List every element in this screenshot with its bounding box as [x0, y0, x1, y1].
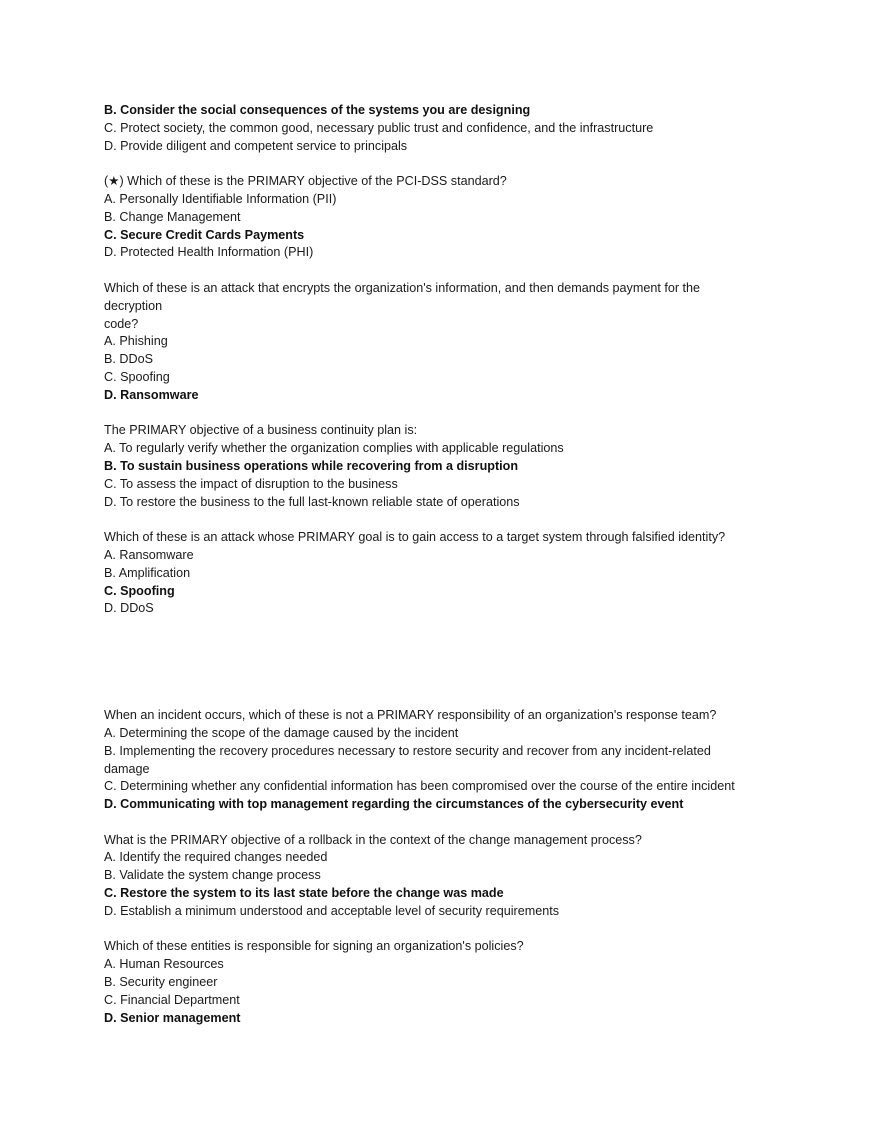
question-text: Which of these is an attack whose PRIMARY goal is to gain access to a target system through falsified identity? [104, 530, 726, 545]
answer-option: C. Determining whether any confidential information has been compromised over the course of the entire incident [104, 779, 735, 794]
answer-option: B. Security engineer [104, 975, 218, 990]
answer-correct: D. Senior management [104, 1010, 241, 1025]
answer-option: A. Ransomware [104, 547, 194, 562]
document-page [104, 102, 764, 1027]
answer-option: C. Protect society, the common good, necessary public trust and confidence, and the infrastructure [104, 120, 654, 135]
answer-option: B. Amplification [104, 565, 191, 580]
question-block-5 [104, 707, 764, 814]
answer-option: B. Implementing the recovery procedures necessary to restore security and recover from any incident-related [104, 743, 711, 758]
answer-option: A. Phishing [104, 334, 168, 349]
answer-option: D. Establish a minimum understood and acceptable level of security requirements [104, 903, 559, 918]
question-text: When an incident occurs, which of these is not a PRIMARY responsibility of an organization's response team? [104, 708, 717, 723]
spacer [104, 618, 764, 707]
answer-option: damage [104, 761, 150, 776]
spacer [104, 155, 764, 173]
answer-correct: C. Secure Credit Cards Payments [104, 227, 305, 242]
answer-option: D. DDoS [104, 601, 154, 616]
answer-option: C. To assess the impact of disruption to the business [104, 476, 398, 491]
answer-correct: D. Communicating with top management regarding the circumstances of the cybersecurity event [104, 797, 684, 812]
answer-option: B. Validate the system change process [104, 868, 321, 883]
spacer [104, 262, 764, 280]
answer-correct: B. Consider the social consequences of the systems you are designing [104, 103, 531, 117]
question-block-0 [104, 102, 764, 155]
answer-option: A. To regularly verify whether the organization complies with applicable regulations [104, 441, 564, 456]
question-text: What is the PRIMARY objective of a rollback in the context of the change management process? [104, 832, 642, 847]
question-text: Which of these entities is responsible for signing an organization's policies? [104, 939, 524, 954]
answer-option: A. Identify the required changes needed [104, 850, 328, 865]
question-block-4 [104, 529, 764, 618]
question-block-1 [104, 173, 764, 262]
question-text: The PRIMARY objective of a business continuity plan is: [104, 423, 418, 438]
answer-option: D. Protected Health Information (PHI) [104, 245, 314, 260]
answer-option: D. To restore the business to the full last-known reliable state of operations [104, 494, 520, 509]
answer-correct: C. Spoofing [104, 583, 175, 598]
spacer [104, 921, 764, 939]
answer-correct: B. To sustain business operations while recovering from a disruption [104, 458, 519, 473]
answer-option: C. Spoofing [104, 369, 170, 384]
spacer [104, 511, 764, 529]
question-block-6 [104, 832, 764, 921]
question-block-3 [104, 422, 764, 511]
answer-option: A. Determining the scope of the damage caused by the incident [104, 725, 459, 740]
question-block-2 [104, 280, 764, 405]
answer-option: A. Personally Identifiable Information (PII) [104, 191, 337, 206]
spacer [104, 814, 764, 832]
question-text: decryption [104, 298, 163, 313]
answer-option: B. DDoS [104, 352, 153, 367]
question-block-7 [104, 938, 764, 1027]
answer-correct: D. Ransomware [104, 387, 199, 402]
spacer [104, 405, 764, 423]
answer-correct: C. Restore the system to its last state before the change was made [104, 886, 504, 901]
question-text: code? [104, 316, 139, 331]
answer-option: C. Financial Department [104, 992, 240, 1007]
answer-option: A. Human Resources [104, 957, 224, 972]
answer-option: D. Provide diligent and competent service to principals [104, 138, 408, 153]
question-text: (★) Which of these is the PRIMARY objective of the PCI-DSS standard? [104, 174, 507, 189]
answer-option: B. Change Management [104, 209, 241, 224]
question-text: Which of these is an attack that encrypts the organization's information, and then demands payment for the [104, 280, 701, 295]
